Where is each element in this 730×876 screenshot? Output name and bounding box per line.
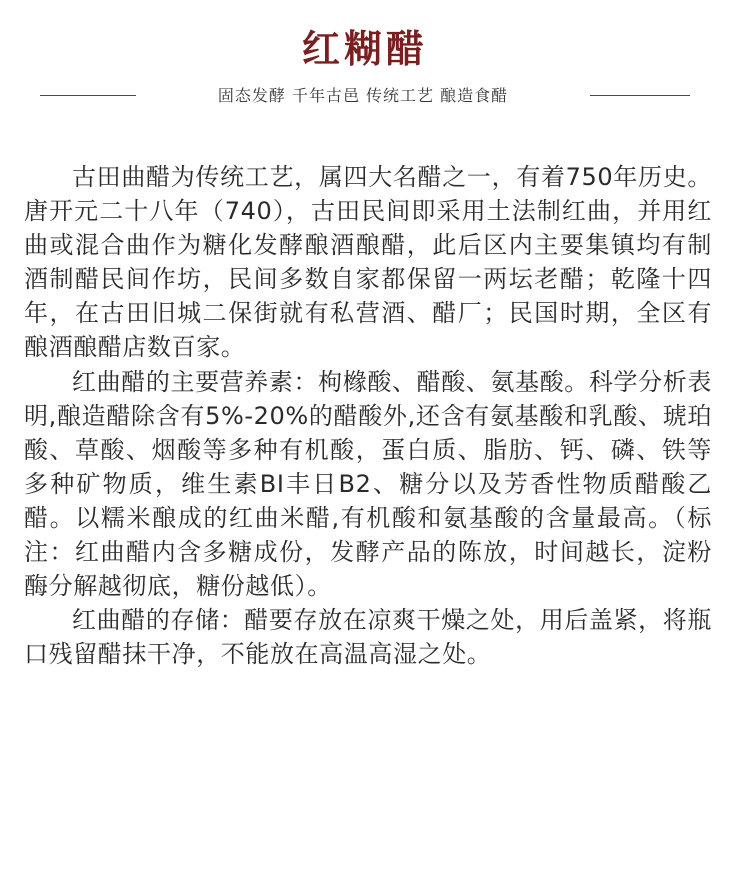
divider-left	[40, 95, 136, 96]
paragraph-nutrition: 红曲醋的主要营养素：枸橼酸、醋酸、氨基酸。科学分析表明,酿造醋除含有5%-20%的醋酸外,还含有氨基酸和乳酸、琥珀酸、草酸、烟酸等多种有机酸，蛋白质、脂肪、钙、磷、铁等多种矿物质，维生素BI丰日B2、糖分以及芳香性物质醋酸乙醋。以糯米酿成的红曲米醋,有机酸和氨基酸的含量最高。（标注：红曲醋内含多糖成份，发酵产品的陈放，时间越长，淀粉酶分解越彻底，糖份越低）。	[24, 367, 712, 601]
divider-right	[590, 95, 690, 96]
paragraph-storage: 红曲醋的存储：醋要存放在凉爽干燥之处，用后盖紧，将瓶口残留醋抹干净，不能放在高温高湿之处。	[24, 606, 712, 669]
paragraph-history: 古田曲醋为传统工艺，属四大名醋之一，有着750年历史。唐开元二十八年（740），古田民间即采用土法制红曲，并用红曲或混合曲作为糖化发酵酿酒酿醋，此后区内主要集镇均有制酒制醋民间作坊，民间多数自家都保留一两坛老醋；乾隆十四年，在古田旧城二保街就有私营酒、醋厂；民国时期，全区有酿酒酿醋店数百家。	[24, 163, 712, 362]
article-body	[24, 160, 712, 671]
page-subtitle: 固态发酵 千年古邑 传统工艺 酿造食醋	[217, 86, 509, 105]
subtitle-row	[0, 84, 730, 108]
page-title: 红糊醋	[301, 27, 428, 71]
